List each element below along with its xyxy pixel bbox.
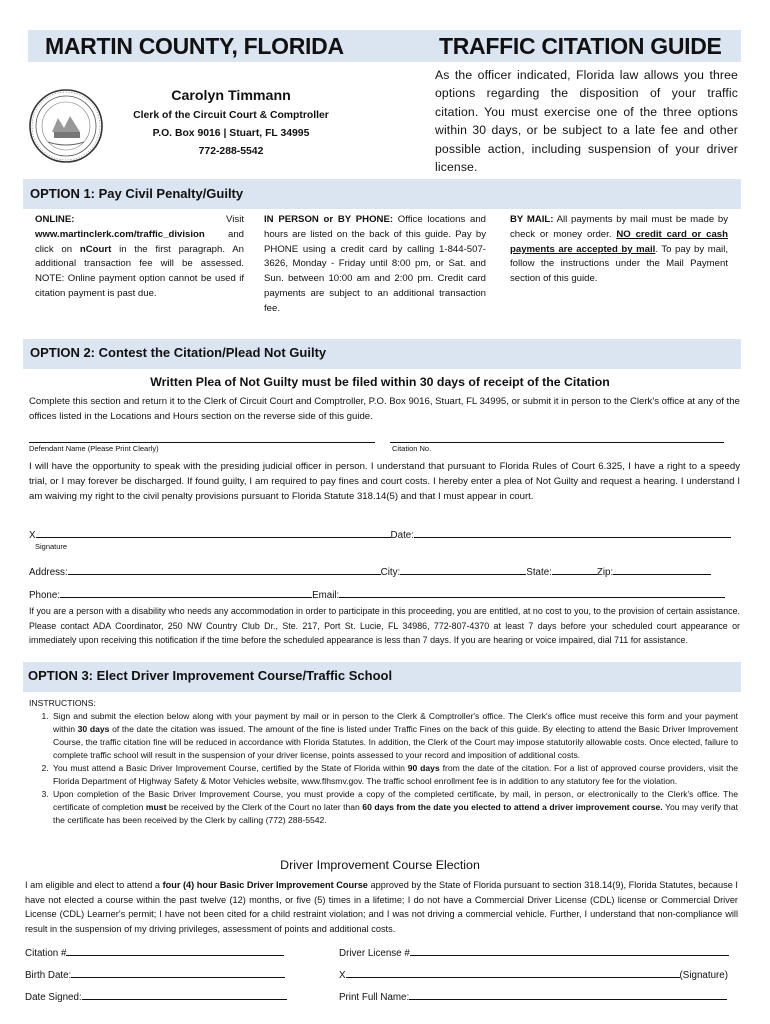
- citation-row: [25, 944, 284, 959]
- election-signature-row: [339, 966, 728, 981]
- instructions-label: INSTRUCTIONS:: [29, 698, 96, 708]
- online-label: ONLINE:: [35, 214, 75, 225]
- mail-text1: All payments by mail must be made by check or money order.: [510, 214, 728, 240]
- print-name-label: Print Full Name:: [339, 992, 410, 1003]
- mail-label: BY MAIL:: [510, 214, 554, 225]
- license-row: [339, 944, 729, 959]
- print-name-field[interactable]: [409, 988, 727, 1000]
- state-label: State:: [526, 567, 552, 578]
- print-name-row: [339, 988, 727, 1003]
- plea-statement: I will have the opportunity to speak with the presiding judicial officer in person. I understand that pursuant to Florida Rules of Court 6.325, I have a right to a speedy trial, or I may forever be discharged. If found guilty, I am required to pay fines and court costs. I hereby enter a plea of Not Guilty and request a hearing. I understand I am waiving my right to the civil penalty provisions pursuant to Florida Statute 318.14(5) and that I must appear in court.: [29, 461, 740, 502]
- defendant-name-line[interactable]: [29, 434, 375, 443]
- intro-paragraph: As the officer indicated, Florida law allows you three options regarding the disposition of your traffic citation. You must exercise one of the three options within 30 days, or be subject to a late fee and other possible action, including suspension of your driver license.: [435, 68, 738, 175]
- option1-online: [35, 213, 244, 302]
- address-label: Address:: [29, 567, 68, 578]
- instructions-list: [29, 710, 738, 827]
- option1-title: OPTION 1: Pay Civil Penalty/Guilty: [30, 186, 244, 201]
- option1-inperson: [264, 213, 486, 317]
- citation-no-line[interactable]: [390, 434, 724, 443]
- phone-field[interactable]: [60, 586, 312, 598]
- online-url-link[interactable]: www.martinclerk.com/traffic_division: [35, 228, 205, 240]
- election-x-mark: X: [339, 970, 346, 981]
- phone-label: Phone:: [29, 590, 61, 601]
- citation-field[interactable]: [66, 944, 284, 956]
- option2-subtitle: Written Plea of Not Guilty must be filed within 30 days of receipt of the Citation: [150, 375, 610, 389]
- zip-label: Zip:: [596, 567, 614, 578]
- date-signed-row: [25, 988, 287, 1003]
- date-signed-label: Date Signed:: [25, 992, 82, 1003]
- signature-label: (Signature): [679, 970, 729, 981]
- email-label: Email:: [312, 590, 340, 601]
- guide-title: TRAFFIC CITATION GUIDE: [439, 33, 722, 59]
- date-label: Date:: [390, 530, 414, 541]
- signature-x-mark: X: [29, 530, 36, 541]
- license-field[interactable]: [410, 944, 729, 956]
- ada-notice: If you are a person with a disability who needs any accommodation in order to participate in this proceeding, you are entitled, at no cost to you, to the provision of certain assistance. Please contact ADA Coordinator, 250 NW Country Club Dr., Ste. 217, Port St. Lucie, FL 34986, 772-807-4370 at least 7 days before your scheduled court appearance or immediately upon receiving this notification if the time before the scheduled appearance is less than 7 days. If you are hearing or voice impaired, dial 711 for assistance.: [29, 606, 740, 646]
- citation-label: Citation #: [25, 948, 67, 959]
- zip-field[interactable]: [613, 563, 711, 575]
- birthdate-field[interactable]: [71, 966, 285, 978]
- address-row: [29, 563, 711, 578]
- phone-row: [29, 586, 725, 601]
- birthdate-label: Birth Date:: [25, 970, 72, 981]
- county-seal-icon: [28, 88, 104, 164]
- clerk-title: Clerk of the Circuit Court & Comptroller: [133, 110, 329, 121]
- signature-field[interactable]: [36, 526, 391, 538]
- license-label: Driver License #: [339, 948, 410, 959]
- mail-text2: . To pay by mail, follow the instructions under the Mail Payment section of this guide.: [510, 243, 728, 285]
- clerk-name: Carolyn Timmann: [171, 88, 291, 104]
- clerk-phone: 772-288-5542: [198, 146, 264, 157]
- mail-no-credit: NO credit card or cash payments are accepted by mail: [510, 228, 728, 255]
- state-field[interactable]: [552, 563, 597, 575]
- inperson-text: Office locations and hours are listed on the back of this guide. Pay by PHONE using a credit card by calling 1-844-507-3626, Monday - Friday until 8:00 pm, or Sat. and Sun. between 10:00 am and 2:00 pm. Credit card payments are subject to an additional transaction fee.: [264, 214, 486, 314]
- election-title: Driver Improvement Course Election: [280, 858, 480, 872]
- date-field[interactable]: [414, 526, 731, 538]
- election-signature-field[interactable]: [346, 966, 680, 978]
- email-field[interactable]: [339, 586, 725, 598]
- signature-row: [29, 526, 731, 541]
- election-statement: I am eligible and elect to attend a four (4) hour Basic Driver Improvement Course approved by the State of Florida pursuant to section 318.14(9), Florida Statutes, because I have not elected a course within the past twelve (12) months, or five (5) times in a lifetime; I do not have a Commercial Driver License (CDL) license or Commercial Driver License (CDL) Learner's permit; I have not been cited for a child restraint violation; and I was not driving a commercial vehicle. Further, I understand that non-compliance will result in the suspension of my driving privileges, assessment of points and additional costs.: [25, 880, 738, 934]
- instruction-item-2: 2. You must attend a Basic Driver Improvement Course, certified by the State of Florida within 90 days from the date of the citation. For a list of approved course providers, visit the Florida Department of Highway Safety & Motor Vehicles website, www.flhsmv.gov. The traffic school enrollment fee is in addition to any statutory fee for the violation.: [51, 762, 738, 788]
- city-field[interactable]: [400, 563, 526, 575]
- option1-mail: [510, 213, 728, 287]
- city-label: City:: [380, 567, 401, 578]
- online-ncourt: nCourt: [79, 243, 112, 255]
- citation-no-caption: Citation No.: [392, 444, 432, 453]
- option2-title: OPTION 2: Contest the Citation/Plead Not Guilty: [30, 345, 327, 360]
- inperson-label: IN PERSON or BY PHONE:: [264, 214, 394, 225]
- defendant-name-caption: Defendant Name (Please Print Clearly): [29, 444, 159, 453]
- address-field[interactable]: [68, 563, 381, 575]
- birthdate-row: [25, 966, 285, 981]
- county-title: MARTIN COUNTY, FLORIDA: [45, 33, 344, 59]
- option3-title: OPTION 3: Elect Driver Improvement Course/Traffic School: [28, 668, 393, 683]
- online-mid: and click on: [35, 228, 244, 255]
- online-visit: Visit: [226, 214, 244, 225]
- date-signed-field[interactable]: [82, 988, 287, 1000]
- clerk-address: P.O. Box 9016 | Stuart, FL 34995: [152, 128, 310, 139]
- instruction-item-3: 3. Upon completion of the Basic Driver Improvement Course, you must provide a copy of the completed certificate, by mail, in person, or electronically to the Clerk's office. The certificate of completion must be received by the Clerk of the Court no later than 60 days from the date you elected to attend a driver improvement course. You may verify that the certificate has been received by the Clerk by calling (772) 288-5542.: [51, 788, 738, 827]
- instruction-item-1: 1. Sign and submit the election below along with your payment by mail or in person to the Clerk & Comptroller's office. The Clerk's office must receive this form and your payment within 30 days of the date the citation was issued. The amount of the fine is listed under Traffic Fines on the back of this guide. By electing to attend the Basic Driver Improvement Course, the traffic citation fine will be reduced in accordance with Florida Statutes. In addition, the Clerk of the Court may impose statutorily allowable costs. Once elected, failure to complete traffic school will result in the suspension of your driver license, points assessed to your record and imposition of additional costs.: [51, 710, 738, 762]
- online-rest: in the first paragraph. An additional transaction fee will be assessed. NOTE: Online payment option cannot be used if citation payment is past due.: [35, 243, 244, 299]
- signature-caption: Signature: [35, 542, 68, 551]
- option2-instructions: Complete this section and return it to the Clerk of Circuit Court and Comptroller, P.O. Box 9016, Stuart, FL 34995, or submit it in person to the Clerk's office at any of the offices listed in the Locations and Hours section on the reverse side of this guide.: [29, 396, 740, 422]
